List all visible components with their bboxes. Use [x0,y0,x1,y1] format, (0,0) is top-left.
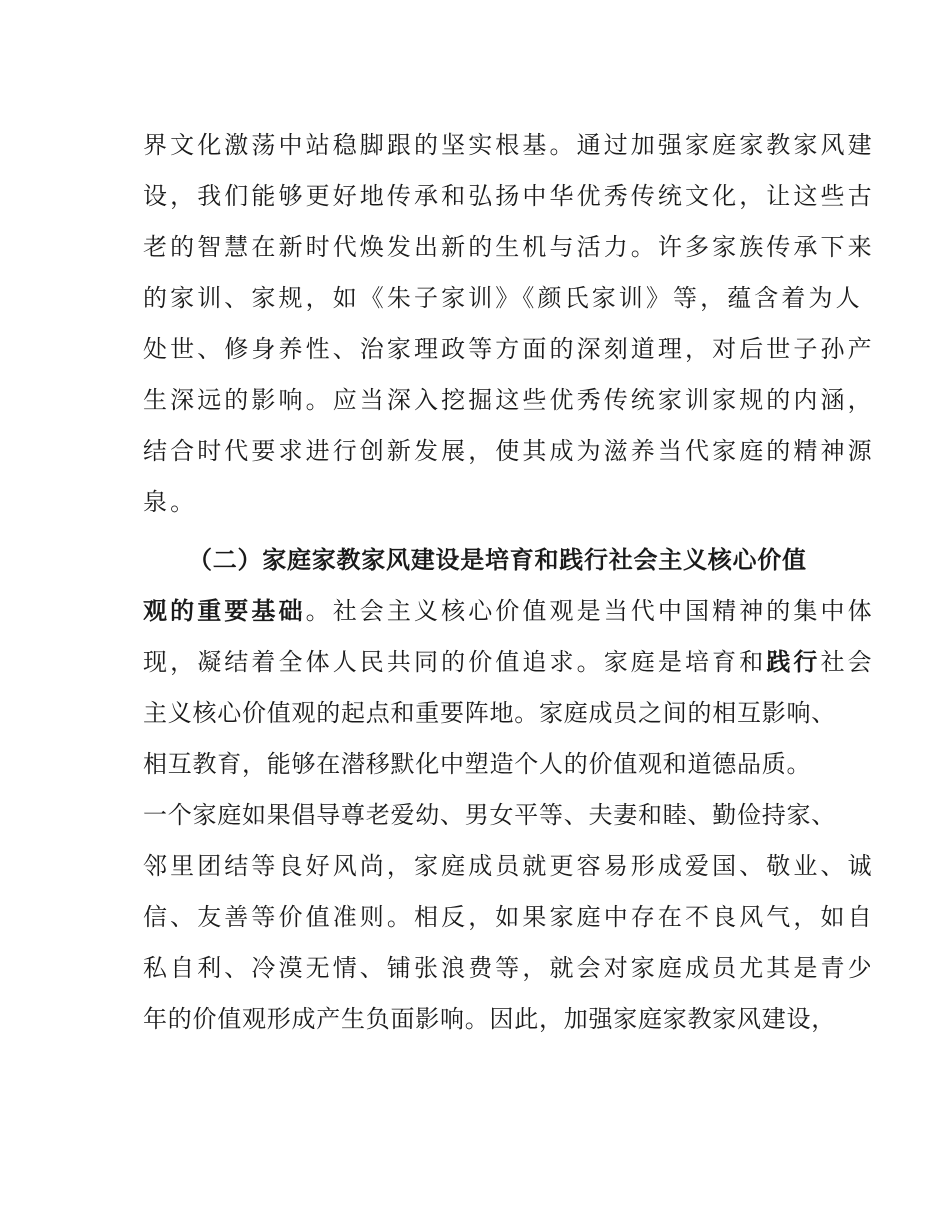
paragraph-text: 。社会主义核心价值观是当代中国精神的集中体 [305,597,875,625]
paragraph-line: 一个家庭如果倡导尊老爱幼、男女平等、夫妻和睦、勤俭持家、 [143,801,836,829]
paragraph-2 [143,535,875,1045]
paragraph-line: 年的价值观形成产生负面影响。因此，加强家庭家教家风建设， [143,1005,836,1033]
section-heading-end: 观的重要基础 [143,597,306,625]
paragraph-line: 老的智慧在新时代焕发出新的生机与活力。许多家族传承下来 [143,233,875,261]
paragraph-text: 社会 [820,648,875,676]
paragraph-line: 相互教育，能够在潜移默化中塑造个人的价值观和道德品质。 [143,750,812,778]
paragraph-line: 信、友善等价值准则。相反，如果家庭中存在不良风气，如自 [143,903,875,931]
paragraph-text: 现，凝结着全体人民共同的价值追求。家庭是培育和 [143,648,767,676]
section-heading: （二）家庭家教家风建设是培育和践行社会主义核心价值 [188,546,807,574]
paragraph-line: 泉。 [143,488,198,516]
paragraph-line [143,637,875,688]
paragraph-line: 主义核心价值观的起点和重要阵地。家庭成员之间的相互影响、 [143,699,836,727]
paragraph-line: 处世、修身养性、治家理政等方面的深刻道理，对后世子孙产 [143,335,875,363]
paragraph-line: 生深远的影响。应当深入挖掘这些优秀传统家训家规的内涵， [143,386,875,414]
paragraph-line: 设，我们能够更好地传承和弘扬中华优秀传统文化，让这些古 [143,182,875,210]
paragraph-line: 界文化激荡中站稳脚跟的坚实根基。通过加强家庭家教家风建 [143,131,875,159]
paragraph-line: 结合时代要求进行创新发展，使其成为滋养当代家庭的精神源 [143,437,875,465]
paragraph-1 [143,120,875,528]
paragraph-line: 私自利、冷漠无情、铺张浪费等，就会对家庭成员尤其是青少 [143,954,875,982]
paragraph-line: 的家训、家规，如《朱子家训》《颜氏家训》等，蕴含着为人 [143,284,863,312]
bold-term: 践行 [766,648,821,676]
paragraph-line: 邻里团结等良好风尚，家庭成员就更容易形成爱国、敬业、诚 [143,852,875,880]
paragraph-line [143,586,875,637]
